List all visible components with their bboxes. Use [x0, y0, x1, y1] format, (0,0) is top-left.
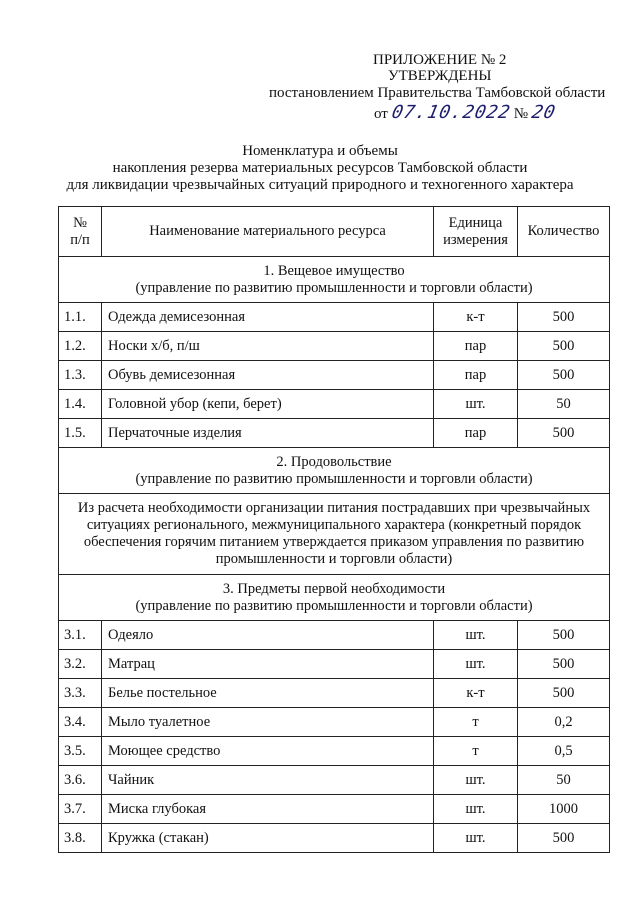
section-note: Из расчета необходимости организации питания пострадавших при чрезвычайных ситуациях регионального, межмуниципального характера (конкретный порядок обеспечения горячим питанием утверждается приказом управления по развитию промышленности и торговли области) — [59, 494, 610, 575]
col-header-name: Наименование материального ресурса — [102, 207, 434, 257]
row-number: 3.4. — [59, 708, 102, 737]
quantity-cell: 0,5 — [518, 737, 610, 766]
number-sign: № — [513, 106, 529, 122]
resolution-date-line — [374, 104, 640, 123]
resource-name: Одеяло — [102, 621, 434, 650]
quantity-cell: 50 — [518, 766, 610, 795]
resource-name: Моющее средство — [102, 737, 434, 766]
table-row — [59, 824, 610, 853]
quantity-cell: 500 — [518, 303, 610, 332]
section-subtitle: (управление по развитию промышленности и торговли области) — [135, 597, 533, 614]
table-row — [59, 621, 610, 650]
quantity-cell: 500 — [518, 824, 610, 853]
resource-name: Носки х/б, п/ш — [102, 332, 434, 361]
quantity-cell: 500 — [518, 419, 610, 448]
quantity-cell: 1000 — [518, 795, 610, 824]
unit-cell: к-т — [434, 303, 518, 332]
table-row — [59, 419, 610, 448]
unit-cell: т — [434, 737, 518, 766]
section-subtitle: (управление по развитию промышленности и торговли области) — [135, 470, 533, 487]
section-title-cell — [59, 575, 610, 621]
row-number: 3.5. — [59, 737, 102, 766]
resource-name: Кружка (стакан) — [102, 824, 434, 853]
unit-cell: пар — [434, 332, 518, 361]
handwritten-number: 20 — [529, 102, 558, 123]
resource-name: Мыло туалетное — [102, 708, 434, 737]
section-header-row — [59, 575, 610, 621]
doc-title-line-2: накопления резерва материальных ресурсов Тамбовской области — [112, 160, 528, 176]
date-prefix: от — [374, 106, 388, 122]
table-row — [59, 766, 610, 795]
table-row — [59, 303, 610, 332]
quantity-cell: 500 — [518, 621, 610, 650]
resource-name: Миска глубокая — [102, 795, 434, 824]
col-header-number: № п/п — [59, 207, 102, 257]
table-row — [59, 708, 610, 737]
quantity-cell: 50 — [518, 390, 610, 419]
section-title-cell — [59, 448, 610, 494]
row-number: 1.1. — [59, 303, 102, 332]
quantity-cell: 500 — [518, 650, 610, 679]
doc-title-line-1: Номенклатура и объемы — [242, 143, 398, 159]
handwritten-date: 07.10.2022 — [389, 102, 513, 123]
resource-name: Обувь демисезонная — [102, 361, 434, 390]
section-header-row — [59, 257, 610, 303]
table-row — [59, 390, 610, 419]
table-row — [59, 361, 610, 390]
unit-cell: шт. — [434, 390, 518, 419]
row-number: 3.1. — [59, 621, 102, 650]
unit-cell: пар — [434, 361, 518, 390]
approved-label: УТВЕРЖДЕНЫ — [388, 68, 492, 84]
resource-name: Чайник — [102, 766, 434, 795]
section-title: 2. Продовольствие — [276, 453, 392, 470]
resource-name: Одежда демисезонная — [102, 303, 434, 332]
resource-name: Перчаточные изделия — [102, 419, 434, 448]
section-title-cell — [59, 257, 610, 303]
row-number: 1.2. — [59, 332, 102, 361]
section-title: 3. Предметы первой необходимости — [222, 580, 446, 597]
quantity-cell: 500 — [518, 679, 610, 708]
section-title: 1. Вещевое имущество — [263, 262, 405, 279]
unit-cell: т — [434, 708, 518, 737]
row-number: 3.8. — [59, 824, 102, 853]
unit-cell: к-т — [434, 679, 518, 708]
resource-name: Матрац — [102, 650, 434, 679]
resource-name: Головной убор (кепи, берет) — [102, 390, 434, 419]
appendix-label: ПРИЛОЖЕНИЕ № 2 — [373, 52, 507, 68]
resource-name: Белье постельное — [102, 679, 434, 708]
unit-cell: шт. — [434, 621, 518, 650]
row-number: 3.3. — [59, 679, 102, 708]
table-row — [59, 650, 610, 679]
resources-table — [58, 206, 610, 853]
table-row — [59, 795, 610, 824]
row-number: 3.7. — [59, 795, 102, 824]
table-row — [59, 737, 610, 766]
row-number: 3.2. — [59, 650, 102, 679]
row-number: 1.5. — [59, 419, 102, 448]
table-row — [59, 332, 610, 361]
quantity-cell: 500 — [518, 361, 610, 390]
row-number: 1.3. — [59, 361, 102, 390]
resolution-label: постановлением Правительства Тамбовской области — [269, 85, 606, 101]
section-subtitle: (управление по развитию промышленности и торговли области) — [135, 279, 533, 296]
unit-cell: шт. — [434, 650, 518, 679]
unit-cell: пар — [434, 419, 518, 448]
col-header-quantity: Количество — [518, 207, 610, 257]
unit-cell: шт. — [434, 795, 518, 824]
quantity-cell: 0,2 — [518, 708, 610, 737]
quantity-cell: 500 — [518, 332, 610, 361]
row-number: 1.4. — [59, 390, 102, 419]
unit-cell: шт. — [434, 766, 518, 795]
col-header-unit: Единица измерения — [434, 207, 518, 257]
table-header-row — [59, 207, 610, 257]
section-note-row — [59, 494, 610, 575]
table-row — [59, 679, 610, 708]
row-number: 3.6. — [59, 766, 102, 795]
unit-cell: шт. — [434, 824, 518, 853]
doc-title-line-3: для ликвидации чрезвычайных ситуаций природного и техногенного характера — [66, 177, 574, 193]
section-header-row — [59, 448, 610, 494]
